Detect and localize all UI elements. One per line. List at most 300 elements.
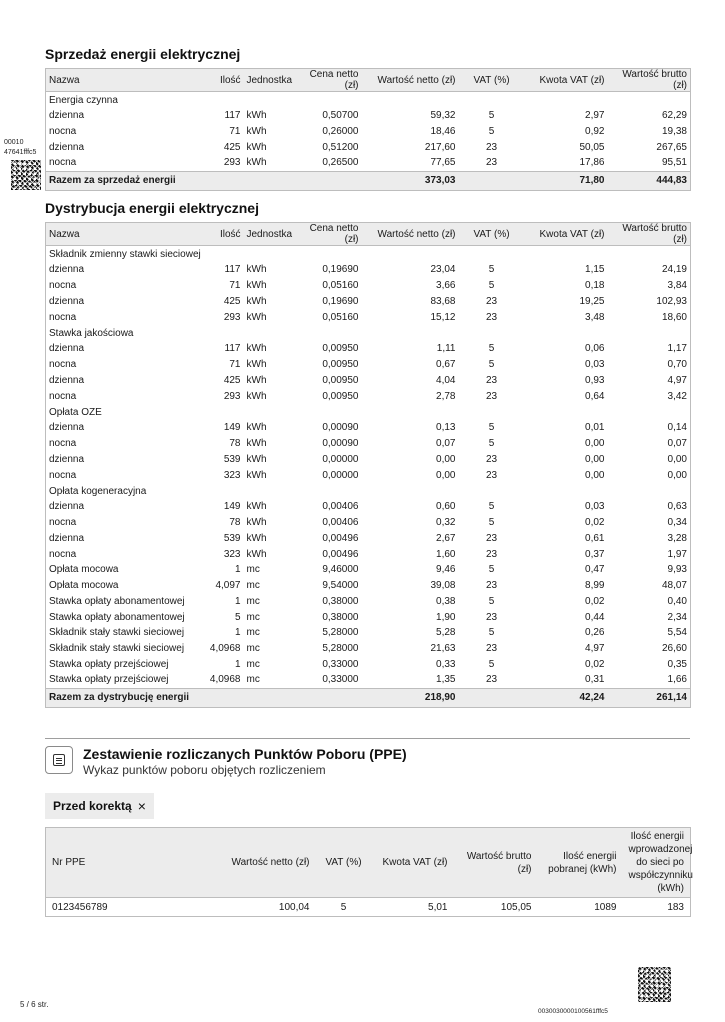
vat-rate-cell: 5 [488, 595, 495, 607]
table-row [46, 309, 691, 325]
net-price-cell: 5,28000 [322, 643, 359, 655]
gross-value-cell: 95,51 [661, 157, 687, 169]
total-gross-cell: 444,83 [608, 171, 691, 190]
empty-cell [244, 171, 294, 190]
table-row [46, 388, 691, 404]
vat-rate-cell: 23 [485, 548, 498, 560]
name-cell: dzienna [49, 374, 85, 386]
datamatrix-code [638, 967, 671, 1002]
net-value-cell: 21,63 [430, 643, 456, 655]
name-cell: dzienna [49, 110, 85, 122]
net-price-cell: 9,46000 [322, 564, 359, 576]
vat-rate-cell: 23 [485, 157, 498, 169]
vat-amount-cell: 0,92 [585, 126, 605, 138]
net-value-cell: 0,00 [436, 469, 456, 481]
vat-amount-cell: 0,37 [585, 548, 605, 560]
vat-amount-cell: 1,15 [585, 264, 605, 276]
empty-cell [459, 483, 525, 499]
empty-cell [362, 404, 459, 420]
quantity-cell: 293 [223, 390, 241, 402]
net-value-cell: 0,00 [436, 453, 456, 465]
quantity-cell: 78 [229, 438, 241, 450]
empty-cell [459, 325, 525, 341]
gross-value-cell: 1,66 [667, 674, 687, 686]
net-value-cell: 0,33 [436, 658, 456, 670]
column-header: Nr PPE [46, 828, 214, 898]
group-name-cell: Stawka jakościowa [49, 328, 134, 339]
net-price-cell: 0,00496 [322, 548, 359, 560]
table-row [46, 436, 691, 452]
net-value-cell: 2,67 [436, 532, 456, 544]
empty-cell [244, 483, 294, 499]
name-cell: nocna [49, 311, 77, 323]
column-header: Wartość brutto (zł) [608, 223, 691, 246]
net-price-cell: 0,05160 [322, 311, 359, 323]
net-value-cell: 1,35 [436, 674, 456, 686]
total-label-cell: Razem za dystrybucję energii [46, 688, 206, 707]
net-price-cell: 5,28000 [322, 627, 359, 639]
quantity-cell: 117 [224, 110, 241, 122]
gross-value-cell: 1,97 [667, 548, 687, 560]
table-row [46, 420, 691, 436]
chip-label: Przed korektą [53, 799, 132, 813]
unit-cell: kWh [246, 264, 267, 276]
quantity-cell: 117 [224, 264, 241, 276]
unit-cell: kWh [246, 359, 267, 371]
gross-value-cell: 0,00 [667, 453, 687, 465]
quantity-cell: 4,097 [215, 580, 241, 592]
vat-rate-cell: 23 [485, 453, 498, 465]
quantity-cell: 293 [223, 157, 241, 169]
unit-cell: kWh [246, 517, 267, 529]
column-header: Wartość brutto (zł) [608, 69, 691, 92]
net-price-cell: 0,38000 [322, 611, 359, 623]
column-header: Ilość [206, 69, 244, 92]
ppe-number-cell: 0123456789 [52, 901, 108, 913]
vat-amount-cell: 19,25 [579, 295, 605, 307]
name-cell: Składnik stały stawki sieciowej [49, 643, 185, 655]
net-value-cell: 15,12 [430, 311, 456, 323]
vat-rate-cell: 23 [485, 311, 498, 323]
net-value-cell: 59,32 [430, 110, 456, 122]
total-vat-cell: 42,24 [525, 688, 608, 707]
net-price-cell: 0,19690 [322, 295, 359, 307]
net-price-cell: 0,19690 [322, 264, 359, 276]
unit-cell: kWh [246, 532, 267, 544]
table-row [46, 262, 691, 278]
vat-amount-cell: 0,06 [585, 343, 605, 355]
unit-cell: mc [246, 674, 260, 686]
column-header: Ilość [206, 223, 244, 246]
vat-amount-cell: 0,02 [585, 517, 605, 529]
group-row [46, 483, 691, 499]
quantity-cell: 1 [234, 658, 241, 670]
vat-rate-cell: 5 [488, 422, 495, 434]
empty-cell [362, 246, 459, 263]
table-row [46, 155, 691, 171]
quantity-cell: 71 [229, 359, 241, 371]
name-cell: nocna [49, 359, 77, 371]
name-cell: dzienna [49, 141, 85, 153]
net-price-cell: 0,33000 [322, 674, 359, 686]
name-cell: Stawka opłaty abonamentowej [49, 611, 185, 623]
empty-cell [608, 325, 691, 341]
quantity-cell: 293 [223, 311, 241, 323]
empty-cell [459, 92, 525, 109]
gross-value-cell: 3,84 [667, 280, 687, 292]
vat-rate-cell: 23 [485, 674, 498, 686]
unit-cell: kWh [246, 280, 267, 292]
empty-cell [362, 483, 459, 499]
unit-cell: kWh [246, 311, 267, 323]
table-header-row [46, 223, 691, 246]
vat-amount-cell: 17,86 [579, 157, 605, 169]
column-header: Ilość energii wprowadzonej do sieci po współczynniku (kWh) [623, 828, 691, 898]
unit-cell: kWh [246, 548, 267, 560]
table-row [46, 467, 691, 483]
net-price-cell: 0,00496 [322, 532, 359, 544]
close-icon[interactable]: × [137, 798, 146, 814]
net-value-cell: 9,46 [436, 564, 456, 576]
column-header: Kwota VAT (zł) [525, 223, 608, 246]
quantity-cell: 4,0968 [209, 674, 241, 686]
energy-sale-title: Sprzedaż energii elektrycznej [45, 46, 241, 62]
unit-cell: mc [246, 643, 260, 655]
vat-rate-cell: 23 [485, 580, 498, 592]
name-cell: dzienna [49, 532, 85, 544]
vat-amount-cell: 0,26 [585, 627, 605, 639]
unit-cell: kWh [246, 343, 267, 355]
vat-amount-cell: 0,31 [585, 674, 605, 686]
vat-rate-cell: 5 [488, 359, 495, 371]
side-code-line: 47641fffc5 [4, 149, 37, 156]
group-row [46, 246, 691, 263]
table-row [46, 373, 691, 389]
footer-code: 0030030000100561fffc5 [538, 1008, 608, 1015]
gross-value-cell: 2,34 [667, 611, 687, 623]
gross-value-cell: 24,19 [661, 264, 687, 276]
unit-cell: kWh [246, 469, 267, 481]
total-net-cell: 373,03 [362, 171, 459, 190]
group-name-cell: Opłata kogeneracyjna [49, 486, 147, 497]
vat-rate-cell: 23 [485, 532, 498, 544]
vat-rate-cell: 23 [485, 469, 498, 481]
gross-value-cell: 4,97 [667, 374, 687, 386]
vat-amount-cell: 0,47 [585, 564, 605, 576]
empty-cell [294, 325, 362, 341]
net-value-cell: 3,66 [436, 280, 456, 292]
net-price-cell: 0,26000 [322, 126, 359, 138]
energy-distribution-title: Dystrybucja energii elektrycznej [45, 200, 259, 216]
name-cell: Opłata mocowa [49, 580, 119, 592]
name-cell: dzienna [49, 295, 85, 307]
column-header: Nazwa [46, 69, 206, 92]
empty-cell [294, 171, 362, 190]
group-name-cell: Energia czynna [49, 95, 118, 106]
quantity-cell: 149 [223, 501, 241, 513]
vat-amount-cell: 0,03 [585, 359, 605, 371]
name-cell: dzienna [49, 422, 85, 434]
empty-cell [294, 246, 362, 263]
table-row [46, 546, 691, 562]
unit-cell: kWh [246, 295, 267, 307]
unit-cell: kWh [246, 438, 267, 450]
name-cell: dzienna [49, 264, 85, 276]
net-value-cell: 1,11 [436, 343, 456, 355]
table-row [46, 898, 691, 917]
vat-amount-cell: 0,64 [585, 390, 605, 402]
column-header: Cena netto (zł) [294, 223, 362, 246]
net-price-cell: 0,00950 [322, 359, 359, 371]
net-value-cell: 39,08 [430, 580, 456, 592]
table-row [46, 108, 691, 124]
empty-cell [294, 92, 362, 109]
vat-amount-cell: 4,97 [585, 643, 605, 655]
empty-cell [206, 246, 244, 263]
table-row [46, 278, 691, 294]
gross-value-cell: 102,93 [656, 295, 687, 307]
total-gross-cell: 261,14 [608, 688, 691, 707]
vat-rate-cell: 23 [485, 295, 498, 307]
table-row [46, 609, 691, 625]
column-header: Wartość brutto (zł) [454, 828, 538, 898]
total-row [46, 688, 691, 707]
net-value-cell: 2,78 [436, 390, 456, 402]
column-header: Nazwa [46, 223, 206, 246]
empty-cell [459, 688, 525, 707]
vat-amount-cell: 0,02 [585, 595, 605, 607]
total-row [46, 171, 691, 190]
vat-rate-cell: 5 [488, 126, 495, 138]
unit-cell: kWh [246, 422, 267, 434]
quantity-cell: 71 [229, 280, 241, 292]
name-cell: nocna [49, 126, 77, 138]
net-price-cell: 0,00090 [322, 422, 359, 434]
name-cell: Opłata mocowa [49, 564, 119, 576]
vat-rate-cell: 5 [488, 110, 495, 122]
empty-cell [362, 92, 459, 109]
quantity-cell: 5 [234, 611, 241, 623]
unit-cell: mc [246, 611, 260, 623]
name-cell: nocna [49, 157, 77, 169]
net-value-cell: 0,07 [436, 438, 456, 450]
net-value-cell: 23,04 [430, 264, 456, 276]
table-row [46, 657, 691, 673]
table-row [46, 452, 691, 468]
empty-cell [362, 325, 459, 341]
net-price-cell: 0,50700 [322, 110, 359, 122]
group-name-cell: Opłata OZE [49, 407, 102, 418]
column-header: Kwota VAT (zł) [372, 828, 454, 898]
gross-value-cell: 0,70 [667, 359, 687, 371]
table-row [46, 531, 691, 547]
gross-value-cell: 0,40 [667, 595, 687, 607]
gross-value-cell: 0,07 [667, 438, 687, 450]
gross-value-cell: 3,28 [667, 532, 687, 544]
group-name-cell: Składnik zmienny stawki sieciowej [49, 249, 201, 260]
quantity-cell: 4,0968 [209, 643, 241, 655]
gross-value-cell: 62,29 [661, 110, 687, 122]
unit-cell: kWh [246, 157, 267, 169]
unit-cell: mc [246, 564, 260, 576]
empty-cell [608, 404, 691, 420]
column-header: Jednostka [244, 223, 294, 246]
datamatrix-code [11, 160, 41, 190]
empty-cell [608, 483, 691, 499]
section-divider [45, 738, 690, 739]
unit-cell: mc [246, 627, 260, 639]
empty-cell [525, 92, 608, 109]
empty-cell [525, 246, 608, 263]
column-header: Jednostka [244, 69, 294, 92]
group-row [46, 92, 691, 109]
table-row [46, 594, 691, 610]
vat-rate-cell: 5 [488, 501, 495, 513]
empty-cell [294, 404, 362, 420]
vat-amount-cell: 0,02 [585, 658, 605, 670]
column-header: Ilość energii pobranej (kWh) [538, 828, 623, 898]
vat-rate-cell: 23 [485, 390, 498, 402]
net-price-cell: 0,38000 [322, 595, 359, 607]
vat-amount-cell: 0,01 [585, 422, 605, 434]
table-header-row [46, 828, 691, 898]
net-price-cell: 0,00000 [322, 453, 359, 465]
empty-cell [608, 246, 691, 263]
energy-sale-table [45, 68, 691, 191]
vat-amount-cell: 0,93 [585, 374, 605, 386]
gross-value-cell: 0,00 [667, 469, 687, 481]
gross-value-cell: 105,05 [500, 901, 532, 913]
table-row [46, 578, 691, 594]
vat-rate-cell: 5 [488, 517, 495, 529]
group-row [46, 404, 691, 420]
vat-amount-cell: 0,61 [585, 532, 605, 544]
column-header: Wartość netto (zł) [362, 223, 459, 246]
ppe-subtitle: Wykaz punktów poboru objętych rozliczeniem [83, 763, 326, 777]
table-row [46, 672, 691, 688]
empty-cell [206, 92, 244, 109]
net-price-cell: 0,05160 [322, 280, 359, 292]
empty-cell [206, 171, 244, 190]
name-cell: dzienna [49, 453, 85, 465]
vat-amount-cell: 3,48 [585, 311, 605, 323]
vat-rate-cell: 5 [488, 564, 495, 576]
table-row [46, 625, 691, 641]
group-row [46, 325, 691, 341]
vat-rate-cell: 23 [485, 374, 498, 386]
unit-cell: kWh [246, 141, 267, 153]
gross-value-cell: 0,63 [667, 501, 687, 513]
empty-cell [459, 171, 525, 190]
column-header: VAT (%) [459, 69, 525, 92]
empty-cell [459, 404, 525, 420]
net-value-cell: 0,13 [436, 422, 456, 434]
name-cell: dzienna [49, 501, 85, 513]
empty-cell [244, 325, 294, 341]
table-row [46, 641, 691, 657]
quantity-cell: 1 [234, 595, 241, 607]
column-header: VAT (%) [459, 223, 525, 246]
total-label-cell: Razem za sprzedaż energii [46, 171, 206, 190]
document-list-icon [45, 746, 73, 774]
quantity-cell: 425 [223, 295, 241, 307]
vat-rate-cell: 5 [488, 438, 495, 450]
name-cell: nocna [49, 469, 77, 481]
vat-amount-cell: 0,00 [585, 438, 605, 450]
net-value-cell: 1,60 [436, 548, 456, 560]
vat-amount-cell: 0,03 [585, 501, 605, 513]
net-value-cell: 1,90 [436, 611, 456, 623]
total-vat-cell: 71,80 [525, 171, 608, 190]
empty-cell [206, 688, 244, 707]
gross-value-cell: 267,65 [656, 141, 687, 153]
column-header: Kwota VAT (zł) [525, 69, 608, 92]
empty-cell [244, 92, 294, 109]
quantity-cell: 539 [223, 532, 241, 544]
net-price-cell: 0,51200 [322, 141, 359, 153]
quantity-cell: 117 [224, 343, 241, 355]
empty-cell [294, 688, 362, 707]
name-cell: nocna [49, 438, 77, 450]
empty-cell [206, 483, 244, 499]
quantity-cell: 1 [234, 627, 241, 639]
quantity-cell: 323 [223, 548, 241, 560]
table-row [46, 515, 691, 531]
column-header: Cena netto (zł) [294, 69, 362, 92]
unit-cell: kWh [246, 453, 267, 465]
vat-rate-cell: 5 [488, 280, 495, 292]
table-row [46, 357, 691, 373]
table-row [46, 140, 691, 156]
table-row [46, 562, 691, 578]
side-code-line: 00010 [4, 139, 24, 146]
fed-in-energy-cell: 183 [667, 901, 684, 913]
vat-amount-cell: 0,44 [585, 611, 605, 623]
empty-cell [525, 404, 608, 420]
vat-rate-cell: 23 [485, 643, 498, 655]
quantity-cell: 539 [223, 453, 241, 465]
table-row [46, 124, 691, 140]
quantity-cell: 1 [234, 564, 241, 576]
quantity-cell: 323 [223, 469, 241, 481]
net-price-cell: 0,00406 [322, 501, 359, 513]
net-value-cell: 83,68 [430, 295, 456, 307]
ppe-table [45, 827, 691, 917]
filter-chip-before-correction[interactable] [45, 793, 154, 819]
net-price-cell: 0,26500 [322, 157, 359, 169]
gross-value-cell: 3,42 [667, 390, 687, 402]
name-cell: nocna [49, 548, 77, 560]
unit-cell: mc [246, 595, 260, 607]
energy-distribution-table [45, 222, 691, 708]
vat-amount-cell: 0,18 [585, 280, 605, 292]
unit-cell: kWh [246, 110, 267, 122]
name-cell: Stawka opłaty abonamentowej [49, 595, 185, 607]
empty-cell [244, 404, 294, 420]
vat-rate-cell: 5 [488, 658, 495, 670]
vat-rate-cell: 5 [488, 343, 495, 355]
unit-cell: kWh [246, 126, 267, 138]
name-cell: nocna [49, 390, 77, 402]
vat-rate-cell: 23 [485, 611, 498, 623]
unit-cell: mc [246, 580, 260, 592]
gross-value-cell: 9,93 [667, 564, 687, 576]
quantity-cell: 71 [229, 126, 241, 138]
vat-amount-cell: 2,97 [585, 110, 605, 122]
page-number: 5 / 6 str. [20, 1000, 49, 1009]
vat-amount-cell: 8,99 [585, 580, 605, 592]
vat-amount-cell: 0,00 [585, 453, 605, 465]
